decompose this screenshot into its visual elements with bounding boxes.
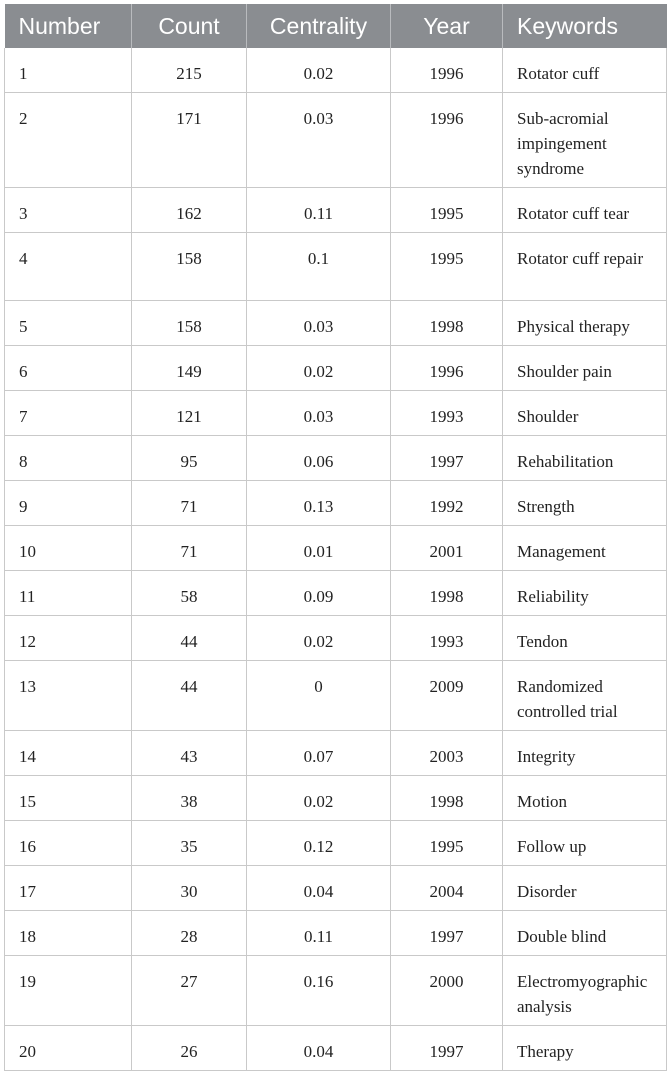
cell-year: 1997 bbox=[391, 911, 503, 956]
table-row bbox=[5, 821, 667, 866]
table-row bbox=[5, 866, 667, 911]
table-row bbox=[5, 1026, 667, 1071]
cell-keyword: Tendon bbox=[503, 616, 667, 661]
cell-number: 14 bbox=[5, 731, 132, 776]
cell-centrality: 0.11 bbox=[247, 188, 391, 233]
cell-count: 158 bbox=[132, 301, 247, 346]
cell-number: 10 bbox=[5, 526, 132, 571]
cell-year: 1998 bbox=[391, 301, 503, 346]
cell-number: 2 bbox=[5, 93, 132, 188]
cell-count: 27 bbox=[132, 956, 247, 1026]
cell-keyword: Electromyographic analysis bbox=[503, 956, 667, 1026]
cell-number: 19 bbox=[5, 956, 132, 1026]
cell-year: 2000 bbox=[391, 956, 503, 1026]
cell-number: 7 bbox=[5, 391, 132, 436]
cell-number: 11 bbox=[5, 571, 132, 616]
table-row bbox=[5, 956, 667, 1026]
cell-keyword: Management bbox=[503, 526, 667, 571]
cell-keyword: Double blind bbox=[503, 911, 667, 956]
table-body bbox=[5, 48, 667, 1071]
cell-centrality: 0.04 bbox=[247, 866, 391, 911]
cell-number: 12 bbox=[5, 616, 132, 661]
cell-year: 1996 bbox=[391, 48, 503, 93]
cell-centrality: 0.03 bbox=[247, 93, 391, 188]
cell-number: 13 bbox=[5, 661, 132, 731]
cell-centrality: 0.02 bbox=[247, 616, 391, 661]
header-keywords: Keywords bbox=[503, 4, 667, 48]
table-row bbox=[5, 48, 667, 93]
cell-centrality: 0 bbox=[247, 661, 391, 731]
cell-centrality: 0.11 bbox=[247, 911, 391, 956]
table-row bbox=[5, 346, 667, 391]
cell-number: 20 bbox=[5, 1026, 132, 1071]
header-count: Count bbox=[132, 4, 247, 48]
cell-number: 15 bbox=[5, 776, 132, 821]
table-row bbox=[5, 661, 667, 731]
table-row bbox=[5, 93, 667, 188]
cell-count: 215 bbox=[132, 48, 247, 93]
table-row bbox=[5, 391, 667, 436]
table-row bbox=[5, 526, 667, 571]
cell-keyword: Randomized controlled trial bbox=[503, 661, 667, 731]
cell-year: 1998 bbox=[391, 776, 503, 821]
cell-keyword: Rotator cuff repair bbox=[503, 233, 667, 301]
cell-centrality: 0.1 bbox=[247, 233, 391, 301]
cell-centrality: 0.12 bbox=[247, 821, 391, 866]
table-row bbox=[5, 188, 667, 233]
cell-year: 1995 bbox=[391, 233, 503, 301]
cell-count: 162 bbox=[132, 188, 247, 233]
cell-count: 44 bbox=[132, 661, 247, 731]
cell-count: 71 bbox=[132, 526, 247, 571]
cell-centrality: 0.03 bbox=[247, 391, 391, 436]
cell-centrality: 0.06 bbox=[247, 436, 391, 481]
cell-year: 1995 bbox=[391, 188, 503, 233]
cell-number: 6 bbox=[5, 346, 132, 391]
cell-count: 95 bbox=[132, 436, 247, 481]
cell-count: 35 bbox=[132, 821, 247, 866]
table-row bbox=[5, 436, 667, 481]
cell-year: 1993 bbox=[391, 616, 503, 661]
table-row bbox=[5, 571, 667, 616]
cell-count: 71 bbox=[132, 481, 247, 526]
cell-year: 1997 bbox=[391, 436, 503, 481]
table-row bbox=[5, 481, 667, 526]
cell-year: 1992 bbox=[391, 481, 503, 526]
cell-centrality: 0.16 bbox=[247, 956, 391, 1026]
cell-centrality: 0.02 bbox=[247, 346, 391, 391]
cell-number: 17 bbox=[5, 866, 132, 911]
cell-keyword: Rotator cuff bbox=[503, 48, 667, 93]
cell-count: 28 bbox=[132, 911, 247, 956]
cell-count: 158 bbox=[132, 233, 247, 301]
cell-keyword: Strength bbox=[503, 481, 667, 526]
cell-keyword: Rehabilitation bbox=[503, 436, 667, 481]
table-row bbox=[5, 776, 667, 821]
cell-keyword: Reliability bbox=[503, 571, 667, 616]
cell-year: 2001 bbox=[391, 526, 503, 571]
cell-count: 58 bbox=[132, 571, 247, 616]
cell-number: 1 bbox=[5, 48, 132, 93]
cell-year: 1998 bbox=[391, 571, 503, 616]
cell-year: 1996 bbox=[391, 93, 503, 188]
cell-year: 2004 bbox=[391, 866, 503, 911]
header-year: Year bbox=[391, 4, 503, 48]
cell-count: 43 bbox=[132, 731, 247, 776]
cell-centrality: 0.01 bbox=[247, 526, 391, 571]
cell-count: 38 bbox=[132, 776, 247, 821]
cell-count: 171 bbox=[132, 93, 247, 188]
cell-number: 8 bbox=[5, 436, 132, 481]
cell-keyword: Rotator cuff tear bbox=[503, 188, 667, 233]
table-row bbox=[5, 911, 667, 956]
keywords-table bbox=[4, 4, 667, 1071]
table-row bbox=[5, 301, 667, 346]
table-header bbox=[5, 4, 667, 48]
cell-year: 1995 bbox=[391, 821, 503, 866]
cell-number: 18 bbox=[5, 911, 132, 956]
cell-keyword: Physical therapy bbox=[503, 301, 667, 346]
cell-year: 1997 bbox=[391, 1026, 503, 1071]
cell-count: 26 bbox=[132, 1026, 247, 1071]
cell-keyword: Integrity bbox=[503, 731, 667, 776]
cell-centrality: 0.09 bbox=[247, 571, 391, 616]
table-row bbox=[5, 731, 667, 776]
cell-centrality: 0.03 bbox=[247, 301, 391, 346]
cell-year: 2003 bbox=[391, 731, 503, 776]
cell-year: 1993 bbox=[391, 391, 503, 436]
cell-keyword: Motion bbox=[503, 776, 667, 821]
cell-year: 1996 bbox=[391, 346, 503, 391]
table-row bbox=[5, 616, 667, 661]
table-row bbox=[5, 233, 667, 301]
cell-keyword: Shoulder pain bbox=[503, 346, 667, 391]
cell-keyword: Shoulder bbox=[503, 391, 667, 436]
cell-count: 149 bbox=[132, 346, 247, 391]
cell-count: 30 bbox=[132, 866, 247, 911]
header-number: Number bbox=[5, 4, 132, 48]
header-centrality: Centrality bbox=[247, 4, 391, 48]
cell-number: 4 bbox=[5, 233, 132, 301]
cell-centrality: 0.04 bbox=[247, 1026, 391, 1071]
cell-number: 9 bbox=[5, 481, 132, 526]
cell-centrality: 0.07 bbox=[247, 731, 391, 776]
cell-keyword: Therapy bbox=[503, 1026, 667, 1071]
cell-keyword: Sub-acromial impingement syndrome bbox=[503, 93, 667, 188]
cell-centrality: 0.02 bbox=[247, 776, 391, 821]
cell-number: 3 bbox=[5, 188, 132, 233]
cell-number: 5 bbox=[5, 301, 132, 346]
cell-keyword: Disorder bbox=[503, 866, 667, 911]
cell-keyword: Follow up bbox=[503, 821, 667, 866]
cell-count: 121 bbox=[132, 391, 247, 436]
header-row bbox=[5, 4, 667, 48]
cell-year: 2009 bbox=[391, 661, 503, 731]
cell-centrality: 0.02 bbox=[247, 48, 391, 93]
cell-number: 16 bbox=[5, 821, 132, 866]
cell-count: 44 bbox=[132, 616, 247, 661]
cell-centrality: 0.13 bbox=[247, 481, 391, 526]
